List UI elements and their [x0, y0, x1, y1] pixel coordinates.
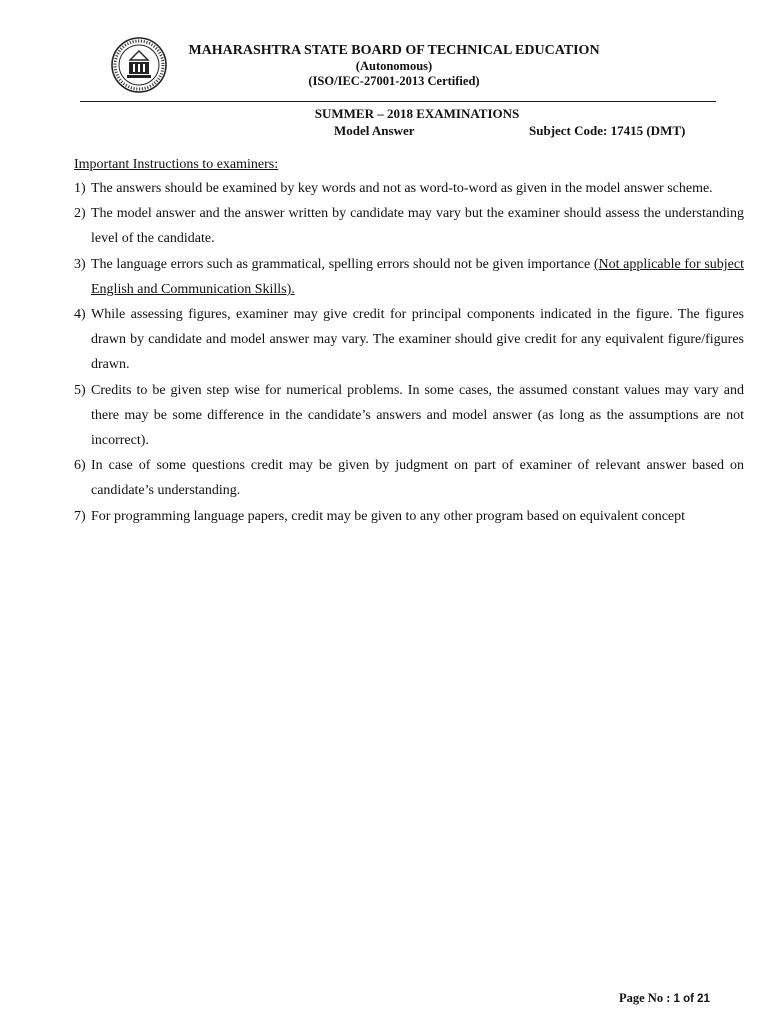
instructions-list	[74, 176, 744, 529]
board-title: MAHARASHTRA STATE BOARD OF TECHNICAL EDUCATION	[188, 43, 600, 58]
instruction-text: The model answer and the answer written by candidate may vary but the examiner should assess the understanding level of the candidate.	[91, 206, 744, 247]
iso-certification: (ISO/IEC-27001-2013 Certified)	[308, 74, 480, 88]
page-number: 1 of 21	[673, 993, 710, 1005]
page-footer	[619, 991, 710, 1006]
instruction-text: The answers should be examined by key words and not as word-to-word as given in the model answer scheme.	[91, 181, 713, 196]
instruction-number: 1)	[74, 181, 86, 196]
subject-code: Subject Code: 17415 (DMT)	[529, 123, 686, 138]
instruction-number: 2)	[74, 206, 86, 222]
instruction-item	[74, 453, 744, 503]
instruction-item	[74, 176, 744, 201]
header-divider	[80, 101, 716, 102]
instruction-item	[74, 302, 744, 378]
instruction-underlined-note: (Not applicable for subject English and Communication Skills).	[91, 256, 744, 297]
instruction-text: In case of some questions credit may be given by judgment on part of examiner of relevant answer based on candidate’s understanding.	[91, 458, 744, 499]
instruction-item	[74, 504, 744, 529]
instruction-number: 4)	[74, 307, 86, 323]
instruction-number: 7)	[74, 508, 86, 524]
instruction-text: The language errors such as grammatical, spelling errors should not be given importance	[91, 256, 594, 272]
instruction-text: While assessing figures, examiner may give credit for principal components indicated in the figure. The figures drawn by candidate and model answer may vary. The examiner should give credit for any equivalent figure/figures drawn.	[91, 307, 744, 373]
instruction-text: For programming language papers, credit may be given to any other program based on equivalent concept	[91, 508, 686, 524]
instruction-number: 3)	[74, 256, 86, 272]
instruction-item	[74, 201, 744, 251]
instruction-item	[74, 252, 744, 302]
autonomous-label: (Autonomous)	[355, 59, 433, 73]
instruction-number: 6)	[74, 458, 86, 474]
page-number-label: Page No :	[619, 991, 674, 1005]
model-answer-label: Model Answer	[334, 123, 415, 138]
instruction-text: Credits to be given step wise for numerical problems. In some cases, the assumed constant values may vary and there may be some difference in the candidate’s answers and model answer (as long as the assumptions are not incorrect).	[91, 382, 744, 449]
instructions-heading: Important Instructions to examiners:	[74, 157, 279, 172]
instruction-item	[74, 378, 744, 454]
exam-title: SUMMER – 2018 EXAMINATIONS	[314, 106, 520, 121]
instruction-number: 5)	[74, 382, 86, 398]
